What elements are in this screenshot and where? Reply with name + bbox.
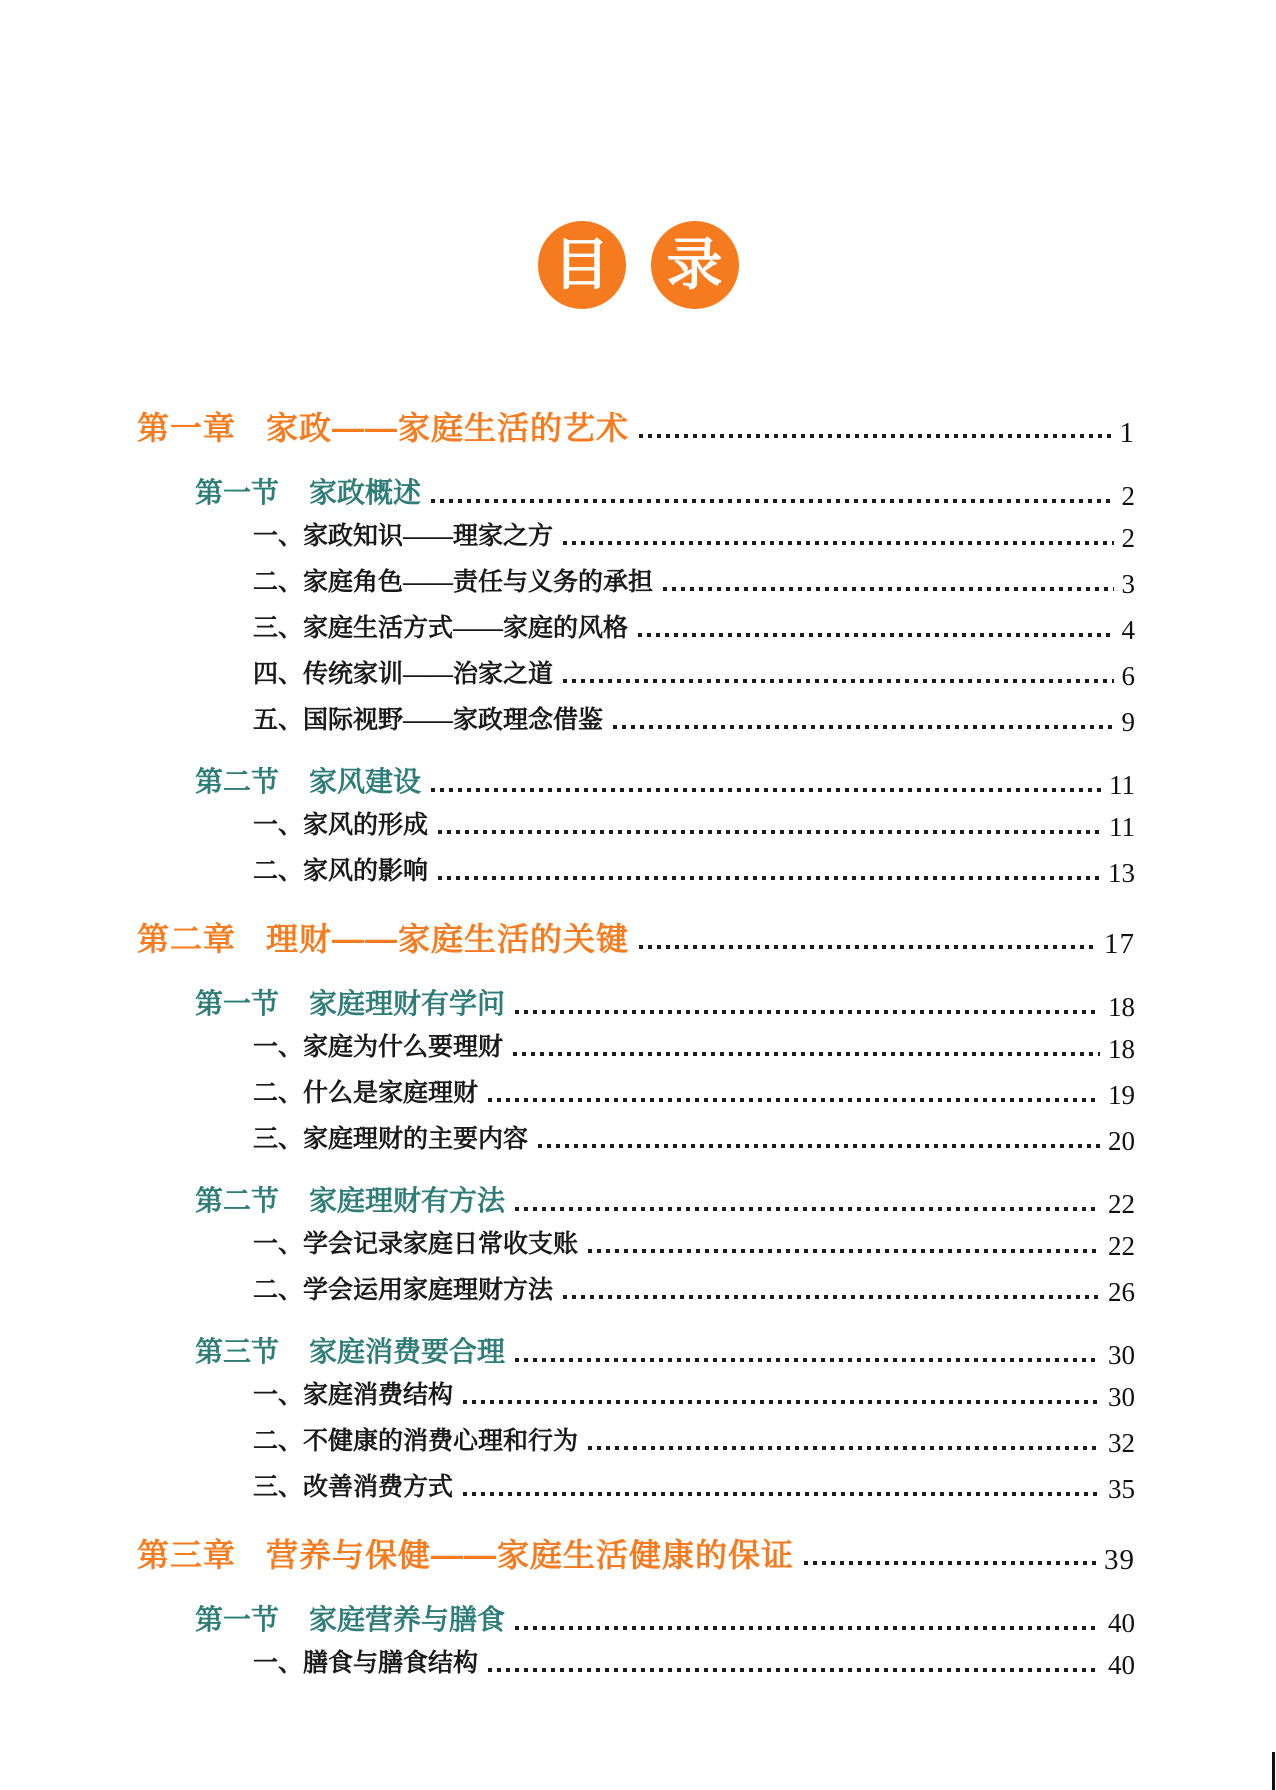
dotted-leader	[438, 876, 1100, 880]
toc-entry-title: 一、膳食与膳食结构	[253, 1650, 479, 1677]
toc-entry-item	[137, 855, 1135, 889]
toc-entry-page: 19	[1108, 1080, 1135, 1110]
toc-entry-title: 五、国际视野——家政理念借鉴	[253, 707, 604, 734]
dotted-leader	[638, 633, 1113, 637]
toc-list	[137, 378, 1135, 1681]
dotted-leader	[588, 1249, 1100, 1253]
toc-entry-item	[137, 520, 1135, 554]
toc-entry-title: 一、家庭为什么要理财	[253, 1034, 504, 1061]
toc-entry-title: 家庭理财有方法	[309, 1185, 506, 1216]
toc-entry-title: 家庭理财有学问	[309, 988, 506, 1019]
dotted-leader	[515, 1207, 1100, 1211]
toc-entry-section	[137, 474, 1135, 512]
dotted-leader	[488, 1668, 1100, 1672]
toc-entry-item	[137, 1123, 1135, 1157]
toc-entry-page: 2	[1121, 481, 1135, 511]
toc-entry-title: 一、家庭消费结构	[253, 1382, 454, 1409]
toc-entry-title: 家政概述	[309, 477, 422, 508]
dotted-leader	[613, 725, 1113, 729]
toc-entry-page: 3	[1121, 569, 1135, 599]
toc-entry-item	[137, 809, 1135, 843]
toc-entry-label: 第一节	[195, 477, 280, 508]
toc-entry-title: 家政——家庭生活的艺术	[266, 410, 630, 446]
dotted-leader	[563, 541, 1113, 545]
toc-entry-page: 18	[1108, 992, 1135, 1022]
dotted-leader	[639, 434, 1111, 438]
toc-entry-page: 17	[1104, 928, 1135, 960]
toc-entry-item	[137, 1647, 1135, 1681]
toc-entry-item	[137, 1379, 1135, 1413]
toc-entry-title: 三、家庭理财的主要内容	[253, 1126, 529, 1153]
toc-entry-item	[137, 1228, 1135, 1262]
title-badge-mu: 目	[538, 221, 626, 309]
toc-entry-section	[137, 1601, 1135, 1639]
dotted-leader	[563, 679, 1113, 683]
dotted-leader	[588, 1446, 1100, 1450]
toc-entry-page: 11	[1109, 812, 1135, 842]
toc-entry-title: 二、家风的影响	[253, 858, 429, 885]
toc-entry-chapter	[137, 918, 1135, 960]
toc-entry-label: 第二章	[137, 921, 237, 957]
toc-entry-item	[137, 1425, 1135, 1459]
toc-entry-label: 第一章	[137, 410, 237, 446]
toc-entry-title: 营养与保健——家庭生活健康的保证	[266, 1537, 795, 1573]
toc-entry-label: 第三节	[195, 1336, 280, 1367]
dotted-leader	[515, 1358, 1100, 1362]
toc-entry-page: 18	[1108, 1034, 1135, 1064]
toc-entry-label: 第一节	[195, 988, 280, 1019]
dotted-leader	[515, 1010, 1100, 1014]
dotted-leader	[513, 1052, 1100, 1056]
toc-entry-page: 13	[1108, 858, 1135, 888]
toc-entry-section	[137, 985, 1135, 1023]
dotted-leader	[431, 788, 1101, 792]
dotted-leader	[663, 587, 1113, 591]
toc-entry-section	[137, 763, 1135, 801]
toc-entry-page: 2	[1121, 523, 1135, 553]
toc-entry-item	[137, 566, 1135, 600]
dotted-leader	[488, 1098, 1100, 1102]
toc-entry-page: 35	[1108, 1474, 1135, 1504]
dotted-leader	[438, 830, 1101, 834]
toc-entry-page: 40	[1108, 1608, 1135, 1638]
toc-entry-item	[137, 1031, 1135, 1065]
toc-entry-title: 一、家政知识——理家之方	[253, 523, 554, 550]
toc-entry-page: 26	[1108, 1277, 1135, 1307]
dotted-leader	[463, 1492, 1100, 1496]
toc-entry-item	[137, 1471, 1135, 1505]
toc-entry-item	[137, 1077, 1135, 1111]
toc-entry-item	[137, 612, 1135, 646]
toc-entry-chapter	[137, 407, 1135, 449]
toc-entry-label: 第一节	[195, 1604, 280, 1635]
toc-entry-title: 二、家庭角色——责任与义务的承担	[253, 569, 654, 596]
dotted-leader	[515, 1626, 1100, 1630]
toc-entry-chapter	[137, 1534, 1135, 1576]
toc-entry-title: 三、家庭生活方式——家庭的风格	[253, 615, 629, 642]
toc-entry-label: 第二节	[195, 1185, 280, 1216]
toc-entry-page: 22	[1108, 1231, 1135, 1261]
dotted-leader	[563, 1295, 1100, 1299]
title-badge-lu: 录	[651, 221, 739, 309]
toc-entry-page: 32	[1108, 1428, 1135, 1458]
toc-entry-title: 二、不健康的消费心理和行为	[253, 1428, 579, 1455]
dotted-leader	[804, 1561, 1096, 1565]
toc-entry-title: 家庭营养与膳食	[309, 1604, 506, 1635]
dotted-leader	[431, 499, 1113, 503]
toc-entry-section	[137, 1333, 1135, 1371]
toc-entry-label: 第三章	[137, 1537, 237, 1573]
toc-entry-title: 家庭消费要合理	[309, 1336, 506, 1367]
toc-entry-title: 二、什么是家庭理财	[253, 1080, 479, 1107]
toc-entry-item	[137, 1274, 1135, 1308]
toc-entry-page: 6	[1121, 661, 1135, 691]
toc-entry-page: 40	[1108, 1650, 1135, 1680]
toc-entry-page: 9	[1121, 707, 1135, 737]
toc-entry-title: 四、传统家训——治家之道	[253, 661, 554, 688]
toc-entry-page: 11	[1109, 770, 1135, 800]
toc-entry-page: 20	[1108, 1126, 1135, 1156]
dotted-leader	[538, 1144, 1100, 1148]
toc-entry-title: 二、学会运用家庭理财方法	[253, 1277, 554, 1304]
toc-entry-title: 理财——家庭生活的关键	[266, 921, 630, 957]
dotted-leader	[639, 945, 1096, 949]
dotted-leader	[463, 1400, 1100, 1404]
toc-entry-page: 1	[1119, 417, 1135, 449]
page-title	[0, 221, 1276, 309]
toc-entry-title: 一、家风的形成	[253, 812, 429, 839]
toc-entry-title: 三、改善消费方式	[253, 1474, 454, 1501]
toc-entry-page: 30	[1108, 1382, 1135, 1412]
toc-entry-page: 30	[1108, 1340, 1135, 1370]
toc-entry-item	[137, 658, 1135, 692]
toc-entry-label: 第二节	[195, 766, 280, 797]
toc-entry-page: 4	[1121, 615, 1135, 645]
toc-entry-page: 39	[1104, 1544, 1135, 1576]
toc-entry-title: 家风建设	[309, 766, 422, 797]
toc-entry-section	[137, 1182, 1135, 1220]
toc-entry-item	[137, 704, 1135, 738]
toc-entry-title: 一、学会记录家庭日常收支账	[253, 1231, 579, 1258]
toc-entry-page: 22	[1108, 1189, 1135, 1219]
scan-edge-artifact	[1272, 1752, 1275, 1790]
